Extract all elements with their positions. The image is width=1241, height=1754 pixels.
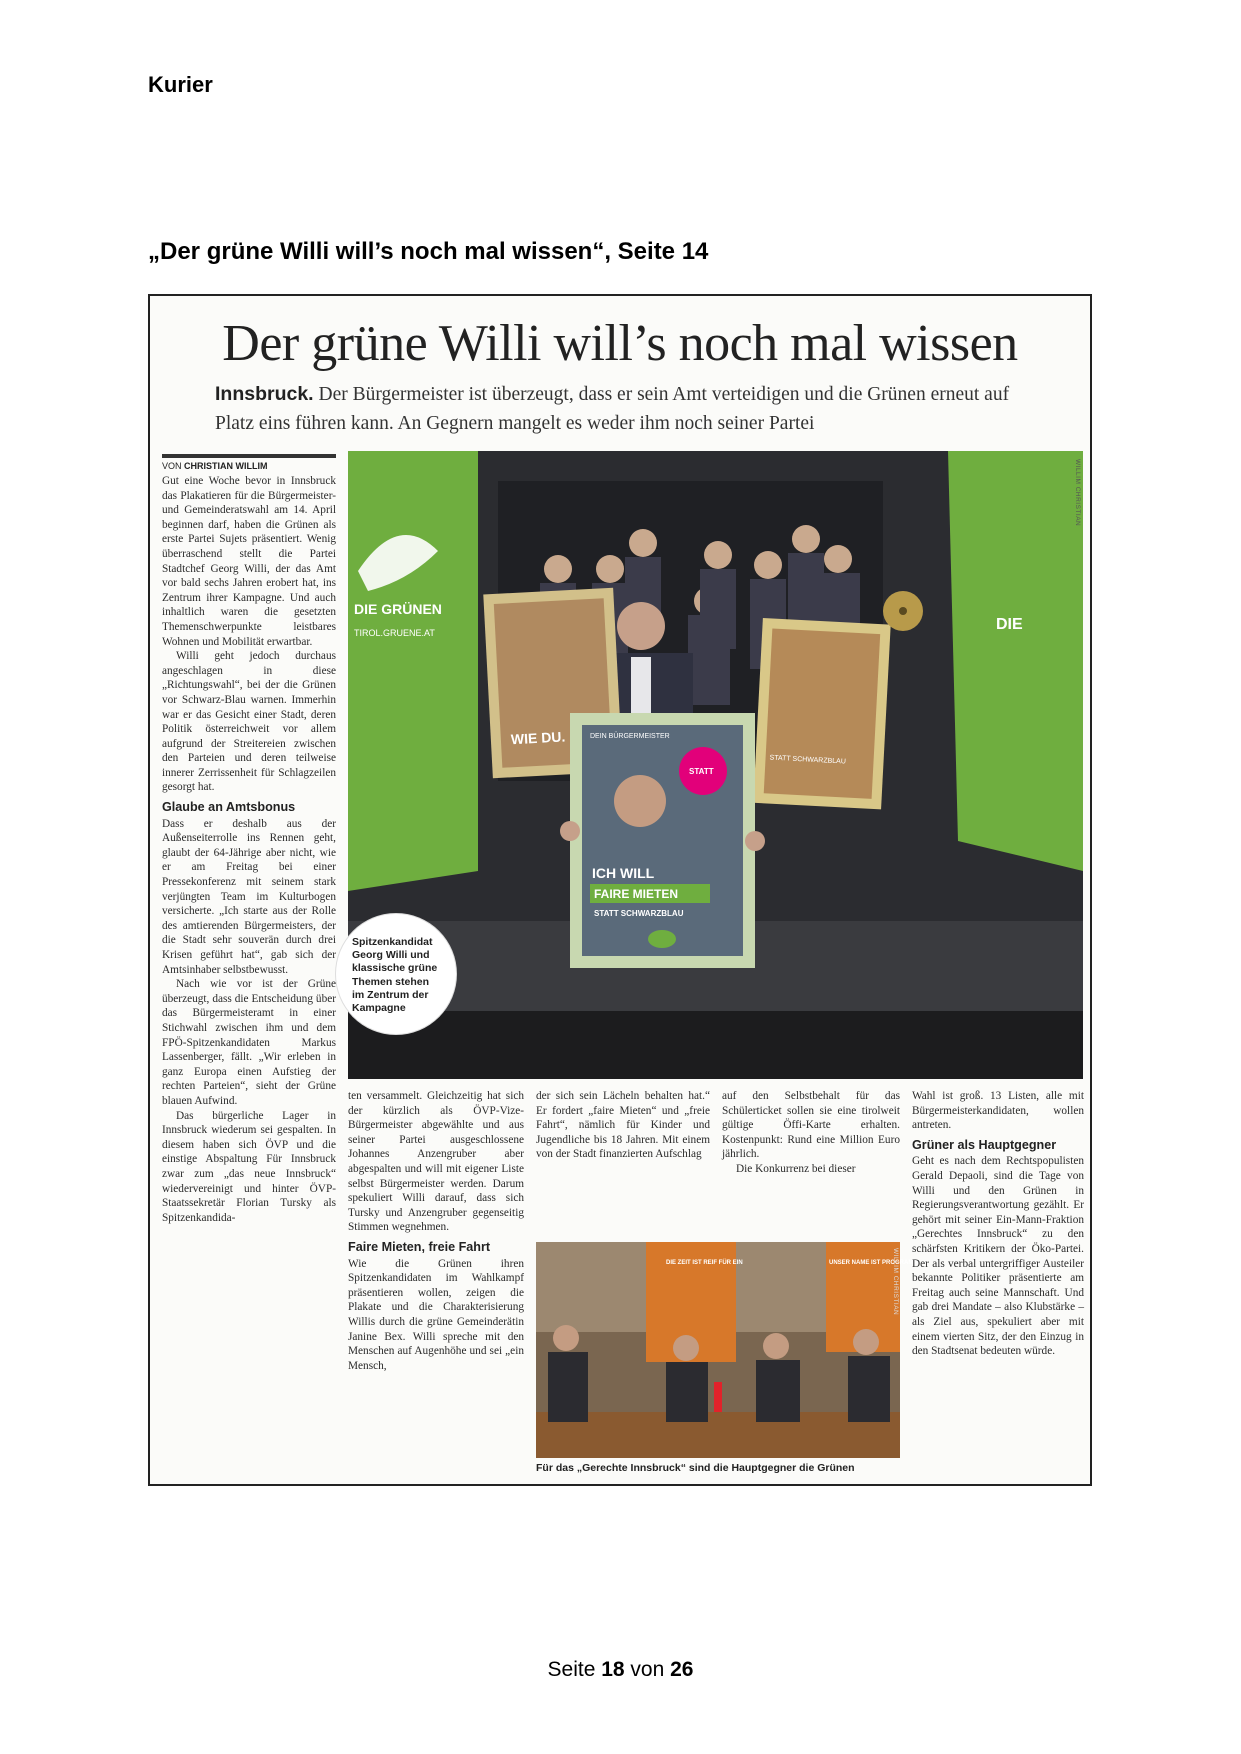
second-photo bbox=[536, 1242, 919, 1458]
photo-credit-2: WILLIM CHRISTIAN bbox=[892, 1248, 899, 1316]
newspaper-clipping bbox=[148, 294, 1092, 1486]
sign-left: DIE ZEIT IST REIF FÜR EIN bbox=[666, 1260, 743, 1266]
paragraph: auf den Selbstbehalt für das Schülerticket sollen sie eine tirolweit gültige Öffi-Karte erhalten. Kostenpunkt: Rund eine Million Euro jährlich. bbox=[722, 1090, 900, 1161]
column-3 bbox=[536, 1089, 710, 1162]
banner-left-brand: DIE GRÜNEN bbox=[354, 601, 442, 617]
source-label: Kurier bbox=[148, 72, 213, 97]
paragraph: Die Konkurrenz bei dieser bbox=[736, 1162, 856, 1175]
footer-current-page: 18 bbox=[601, 1658, 625, 1681]
center-poster-line1: ICH WILL bbox=[592, 865, 655, 881]
left-poster-text: WIE DU. bbox=[510, 728, 566, 748]
byline bbox=[162, 454, 336, 471]
paragraph: Dass er deshalb aus der Außenseiterrolle ins Rennen geht, glaubt der 64-Jährige aber nicht, wie er am Freitag bei einer Pressekonferenz mit seinem stark verjüngten Team im Kulturbogen versicherte. „Ich starte aus der Rolle des amtierenden Bürgermeisters, der die Stadt sehr souverän durch drei Krisen geführt hat“, gab sich der Amtsinhaber selbstbewusst. bbox=[162, 817, 336, 976]
paragraph: Gut eine Woche bevor in Innsbruck das Plakatieren für die Bürgermeister- und Gemeinderatswahl am 14. April beginnen darf, haben die Grünen als erste Partei Sujets präsentiert. Wenig überraschend stellt die Partei Stadtchef Georg Willi, der das Amt vor bald sechs Jahren erobert hat, ins Zentrum ihrer Kampagne. Und auch inhaltlich waren die gesetzten Themenschwerpunkte leistbares Wohnen und Mobilität erwartbar. bbox=[162, 475, 336, 648]
subheading-amtsbonus: Glaube an Amtsbonus bbox=[162, 800, 296, 815]
photo-caption-2: Für das „Gerechte Innsbruck“ sind die Hauptgegner die Grünen bbox=[536, 1462, 855, 1474]
footer-total-pages: 26 bbox=[670, 1658, 694, 1681]
page-title: „Der grüne Willi will’s noch mal wissen“, Seite 14 bbox=[148, 238, 709, 265]
center-poster-top: DEIN BÜRGERMEISTER bbox=[590, 733, 670, 740]
subheading-faire-mieten: Faire Mieten, freie Fahrt bbox=[348, 1239, 491, 1254]
paragraph: Wahl ist groß. 13 Listen, alle mit Bürgermeisterkandidaten, wollen antreten. bbox=[912, 1090, 1084, 1132]
article-lead bbox=[215, 380, 1045, 438]
banner-left-url: TIROL.GRUENE.AT bbox=[354, 628, 435, 638]
page-footer bbox=[0, 1658, 1241, 1682]
paragraph: Geht es nach dem Rechtspopulisten Gerald Depaoli, sind die Tage von Willi und den Grünen in Regierungsverantwortung gezählt. Er gehört mit seiner Ein-Mann-Fraktion „Gerechtes Innsbruck“ zu den schärfsten Kritikern der Öko-Partei. Der als verbal untergriffiger Austeiler bekannte Politiker präsentierte am Freitag auch seine Mannschaft. Und gab drei Mandate – also Klubstärke – als Ziel aus, spekuliert aber mit einem vierten Sitz, der den Einzug in den Stadtsenat bedeuten würde. bbox=[912, 1155, 1084, 1358]
center-poster-line3: STATT SCHWARZBLAU bbox=[594, 909, 684, 918]
column-5 bbox=[912, 1089, 1084, 1359]
byline-prefix: VON bbox=[162, 461, 185, 471]
photo-caption-1: Spitzenkandidat Georg Willi und klassische grüne Themen stehen im Zentrum der Kampagne bbox=[352, 936, 438, 1015]
main-photo bbox=[348, 451, 1083, 1079]
photo-press-conference bbox=[348, 451, 1083, 1079]
center-poster-sticker: STATT bbox=[689, 767, 714, 776]
banner-right-brand: DIE bbox=[996, 616, 1023, 633]
photo-gerechtes-innsbruck bbox=[536, 1242, 919, 1458]
column-2 bbox=[348, 1089, 524, 1373]
footer-middle: von bbox=[624, 1658, 671, 1681]
photo-caption-bubble bbox=[336, 914, 456, 1034]
center-poster-line2: FAIRE MIETEN bbox=[594, 887, 679, 901]
paragraph: der sich sein Lächeln behalten hat.“ Er fordert „faire Mieten“ und „freie Fahrt“, nämlich für Kinder und Jugendliche bis 18 Jahren. Mit einem von der Stadt finanzierten Aufschlag bbox=[536, 1090, 710, 1161]
paragraph: Das bürgerliche Lager in Innsbruck wiederum sei gespalten. In diesem haben sich ÖVP und die einstige Abspaltung Für Innsbruck zwar zum „das neue Innsbruck“ wiedervereinigt und hinter ÖVP-Staatssekretär Florian Tursky als Spitzenkandida- bbox=[162, 1109, 336, 1224]
subheading-hauptgegner: Grüner als Hauptgegner bbox=[912, 1137, 1057, 1152]
paragraph: Nach wie vor ist der Grüne überzeugt, dass die Entscheidung über das Bürgermeisteramt in einer Stichwahl zwischen ihm und dem FPÖ-Spitzenkandidaten Markus Lassenberger, fällt. „Wir erleben in ganz Europa einen Aufstieg der rechten Parteien“, sieht der Grüne blauen Aufwind. bbox=[162, 978, 336, 1107]
column-1 bbox=[162, 474, 336, 1225]
footer-prefix: Seite bbox=[547, 1658, 602, 1681]
paragraph: ten versammelt. Gleichzeitig hat sich der kürzlich als ÖVP-Vize-Bürgermeister abgewählte und aus seiner Partei ausgeschlossene Johannes Anzengruber aber abgespalten und will mit eigener Liste selbst Bürgermeister werden. Darum spekuliert Willi darauf, dass sich Tursky und Anzengruber gegenseitig Stimmen wegnehmen. bbox=[348, 1090, 524, 1234]
sign-right: UNSER NAME IST PROGRAMM bbox=[829, 1260, 919, 1266]
paragraph: Wie die Grünen ihren Spitzenkandidaten im Wahlkampf präsentieren wollen, zeigen die Plakate und die Charakterisierung Willis durch die grüne Gemeinderätin Janine Bex. Willi spreche mit den Menschen auf Augenhöhe und sei „ein Mensch, bbox=[348, 1257, 524, 1372]
right-poster-text: STATT SCHWARZBLAU bbox=[769, 754, 847, 766]
article-headline: Der grüne Willi will’s noch mal wissen bbox=[222, 315, 1018, 372]
column-4 bbox=[722, 1089, 900, 1177]
photo-credit-1: WILLIM CHRISTIAN bbox=[1074, 459, 1081, 527]
byline-name: CHRISTIAN WILLIM bbox=[184, 461, 268, 471]
lead-text: Der Bürgermeister ist überzeugt, dass er sein Amt verteidigen und die Grünen erneut auf Platz eins führen kann. An Gegnern mangelt es weder ihm noch seiner Partei bbox=[215, 384, 1010, 434]
lead-place: Innsbruck. bbox=[215, 383, 314, 405]
paragraph: Willi geht jedoch durchaus angeschlagen in diese „Richtungswahl“, bei der die Grünen vor Schwarz-Blau warnen. Immerhin war er das Gesicht einer Stadt, deren Politik österreichweit vor allem aufgrund der Streitereien zwischen den Parteien und deren teilweise innerer Zerrissenheit für Schlagzeilen gesorgt hat. bbox=[162, 650, 336, 794]
